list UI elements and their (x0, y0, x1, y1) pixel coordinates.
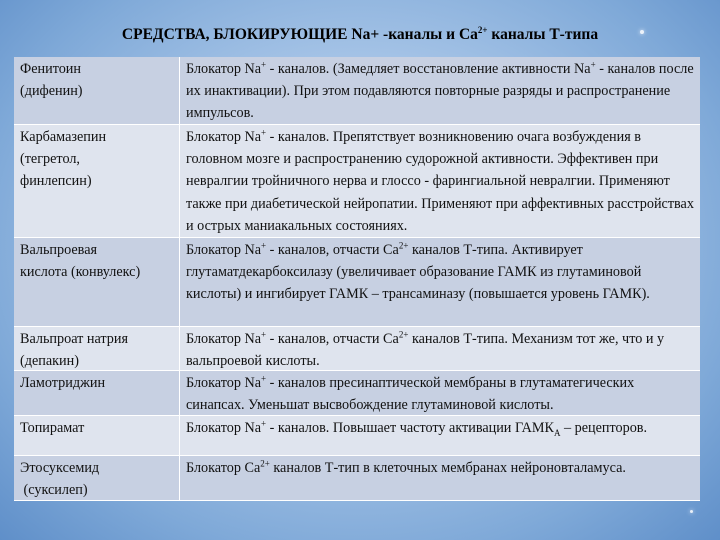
description-text: - каналов, отчасти Ca (266, 331, 399, 347)
drug-name-line: кислота (конвулекс) (20, 264, 141, 281)
drug-name-cell (14, 327, 180, 371)
description-text: – рецепторов. (560, 420, 648, 436)
title-suffix: каналы Т-типа (487, 26, 599, 43)
description-text: каналов Т-типа. Механизм тот же, что и у вальпроевой кислоты. (186, 331, 665, 370)
description-text: - каналов. Препятствует возникновению очага возбуждения в головном мозге и распространению судорожной активности. Эффективен при невралгии тройничного нерва и глоссо - фарингиальной невралгии. Применяют также при диабетической нейропатии. Применяют при аффективных расстройствах и острых маниакальных состояниях. (186, 129, 694, 234)
drug-description-cell (180, 371, 700, 416)
drug-name-cell (14, 371, 180, 416)
drug-table (14, 57, 700, 501)
drug-name-line: (тегретол, (20, 151, 80, 168)
description-text: Блокатор Na (186, 420, 262, 436)
description-text: - каналов после их инактивации). При этом подавляются повторные разряды и распространение импульсов. (186, 61, 694, 122)
drug-description-cell (180, 327, 700, 371)
description-text: Блокатор Na (186, 375, 262, 391)
title-superscript: 2+ (477, 24, 488, 35)
description-text: - каналов пресинаптической мембраны в глутаматегических синапсах. Уменьшат высвобождение глутаминовой кислоты. (186, 375, 635, 414)
description-text: 2+ (398, 240, 409, 251)
drug-name-cell (14, 238, 180, 327)
description-text: Блокатор Na (186, 129, 262, 145)
drug-name-line: финлепсин) (20, 173, 92, 190)
drug-name-cell (14, 57, 180, 125)
drug-name-line: Топирамат (20, 420, 85, 436)
description-text: Блокатор Na (186, 61, 262, 77)
description-text: + (261, 373, 267, 384)
drug-name-line: Ламотриджин (20, 375, 106, 391)
drug-name-line: Вальпроат натрия (20, 331, 128, 347)
sparkle-decoration (690, 510, 693, 513)
drug-name-line: (дифенин) (20, 83, 83, 100)
description-text: каналов Т-типа. Активирует глутаматдекарбоксилазу (увеличивает образование ГАМК из глутаминовой кислоты) и ингибирует ГАМК – трансаминазу (повышается уровень ГАМК). (186, 242, 650, 303)
description-text: - каналов. (Замедляет восстановление активности Na (266, 61, 591, 77)
page-title (0, 26, 720, 44)
drug-description-cell (180, 57, 700, 125)
description-text: + (261, 127, 267, 138)
description-text: 2+ (398, 329, 409, 340)
description-text: + (261, 329, 267, 340)
description-text: - каналов, отчасти Ca (266, 242, 399, 258)
description-text: + (261, 240, 267, 251)
description-text: + (590, 59, 596, 70)
description-text: + (261, 59, 267, 70)
description-text: - каналов. Повышает частоту активации ГАМК (266, 420, 554, 436)
drug-description-cell (180, 456, 700, 501)
description-text: А (553, 427, 561, 438)
title-prefix: СРЕДСТВА, БЛОКИРУЮЩИЕ Na+ -каналы и Са (121, 26, 478, 43)
description-text: + (261, 418, 267, 429)
drug-name-line: Вальпроевая (20, 242, 98, 258)
description-text: каналов Т-тип в клеточных мембранах нейроновталамуса. (269, 460, 626, 476)
description-text: Блокатор Na (186, 242, 262, 258)
drug-name-line: Карбамазепин (20, 129, 107, 145)
description-text: Блокатор Na (186, 331, 262, 347)
drug-name-line: (депакин) (20, 353, 79, 370)
drug-name-cell (14, 125, 180, 238)
drug-name-line: Этосуксемид (20, 460, 100, 476)
drug-name-cell (14, 456, 180, 501)
drug-name-line: Фенитоин (20, 61, 81, 77)
drug-description-cell (180, 238, 700, 327)
drug-description-cell (180, 416, 700, 456)
drug-name-cell (14, 416, 180, 456)
description-text: Блокатор Ca (186, 460, 261, 476)
description-text: 2+ (260, 458, 270, 469)
drug-name-line: (суксилеп) (20, 482, 88, 499)
drug-description-cell (180, 125, 700, 238)
